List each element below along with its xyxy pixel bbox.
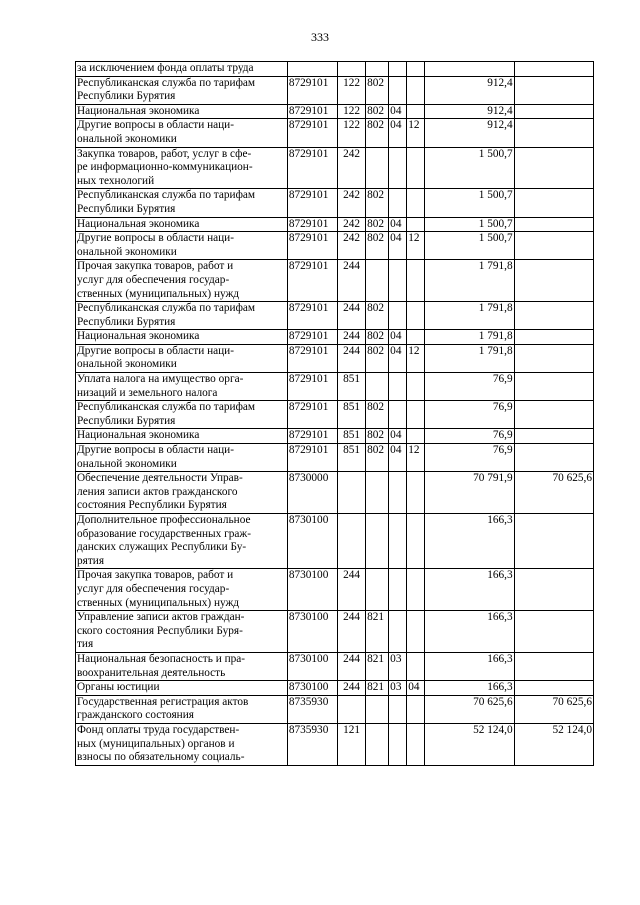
table-row: [76, 62, 594, 77]
table-row: [76, 569, 594, 611]
administrator-code: 821: [366, 611, 389, 653]
target-article-code: 8729101: [287, 344, 337, 372]
administrator-code: [366, 514, 389, 569]
section-code: [389, 401, 407, 429]
subsection-code: 12: [407, 232, 425, 260]
amount-year-1: 1 791,8: [425, 330, 514, 345]
section-code: [389, 302, 407, 330]
administrator-code: [366, 260, 389, 302]
row-name: за исключением фонда оплаты труда: [76, 62, 288, 77]
amount-year-2: [514, 302, 593, 330]
administrator-code: 802: [366, 444, 389, 472]
amount-year-1: 76,9: [425, 429, 514, 444]
target-article-code: 8729101: [287, 76, 337, 104]
target-article-code: 8729101: [287, 119, 337, 147]
target-article-code: 8729101: [287, 147, 337, 189]
administrator-code: [366, 695, 389, 723]
target-article-code: 8729101: [287, 217, 337, 232]
row-name: Закупка товаров, работ, услуг в сфе- ре информационно-коммуникацион- ных технологий: [76, 147, 288, 189]
amount-year-1: 76,9: [425, 373, 514, 401]
target-article-code: 8730100: [287, 611, 337, 653]
subsection-code: [407, 723, 425, 765]
amount-year-1: 1 500,7: [425, 217, 514, 232]
page-number: 333: [311, 30, 329, 44]
amount-year-2: [514, 330, 593, 345]
target-article-code: 8729101: [287, 444, 337, 472]
administrator-code: 802: [366, 344, 389, 372]
target-article-code: 8730100: [287, 681, 337, 696]
amount-year-2: [514, 611, 593, 653]
target-article-code: 8729101: [287, 189, 337, 217]
administrator-code: [366, 373, 389, 401]
row-name: Национальная экономика: [76, 104, 288, 119]
target-article-code: 8729101: [287, 104, 337, 119]
subsection-code: [407, 401, 425, 429]
section-code: 04: [389, 429, 407, 444]
table-row: [76, 514, 594, 569]
target-article-code: 8730100: [287, 569, 337, 611]
table-row: [76, 232, 594, 260]
amount-year-2: [514, 189, 593, 217]
target-article-code: 8730100: [287, 652, 337, 680]
subsection-code: [407, 104, 425, 119]
subsection-code: 12: [407, 344, 425, 372]
row-name: Фонд оплаты труда государствен- ных (муниципальных) органов и взносы по обязательному социаль-: [76, 723, 288, 765]
amount-year-1: 912,4: [425, 76, 514, 104]
subsection-code: [407, 611, 425, 653]
amount-year-2: [514, 217, 593, 232]
table-row: [76, 344, 594, 372]
section-code: 04: [389, 104, 407, 119]
section-code: 04: [389, 232, 407, 260]
table-row: [76, 119, 594, 147]
expense-type-code: 122: [338, 119, 366, 147]
expense-type-code: 244: [338, 302, 366, 330]
table-row: [76, 401, 594, 429]
section-code: [389, 611, 407, 653]
target-article-code: 8735930: [287, 695, 337, 723]
row-name: Управление записи актов граждан- ского состояния Республики Буря- тия: [76, 611, 288, 653]
row-name: Республиканская служба по тарифам Республики Бурятия: [76, 189, 288, 217]
administrator-code: [366, 147, 389, 189]
amount-year-1: 70 625,6: [425, 695, 514, 723]
row-name: Республиканская служба по тарифам Республики Бурятия: [76, 76, 288, 104]
expense-type-code: 851: [338, 444, 366, 472]
table-row: [76, 373, 594, 401]
section-code: [389, 62, 407, 77]
target-article-code: 8729101: [287, 429, 337, 444]
subsection-code: [407, 147, 425, 189]
table-row: [76, 429, 594, 444]
amount-year-1: 166,3: [425, 611, 514, 653]
amount-year-1: 1 791,8: [425, 302, 514, 330]
amount-year-2: [514, 444, 593, 472]
row-name: Обеспечение деятельности Управ- ления записи актов гражданского состояния Республики Бурятия: [76, 472, 288, 514]
expense-type-code: 244: [338, 611, 366, 653]
expense-type-code: 122: [338, 104, 366, 119]
amount-year-1: 76,9: [425, 444, 514, 472]
target-article-code: 8730000: [287, 472, 337, 514]
administrator-code: [366, 62, 389, 77]
amount-year-1: 166,3: [425, 681, 514, 696]
amount-year-2: [514, 62, 593, 77]
section-code: [389, 695, 407, 723]
amount-year-1: 1 500,7: [425, 147, 514, 189]
amount-year-2: [514, 119, 593, 147]
expense-type-code: [338, 62, 366, 77]
expense-type-code: 244: [338, 260, 366, 302]
subsection-code: [407, 62, 425, 77]
amount-year-2: [514, 429, 593, 444]
administrator-code: 802: [366, 302, 389, 330]
section-code: [389, 147, 407, 189]
amount-year-2: [514, 514, 593, 569]
expense-type-code: 242: [338, 232, 366, 260]
amount-year-2: [514, 401, 593, 429]
section-code: [389, 569, 407, 611]
subsection-code: [407, 76, 425, 104]
section-code: 04: [389, 444, 407, 472]
row-name: Национальная экономика: [76, 330, 288, 345]
administrator-code: 802: [366, 429, 389, 444]
section-code: 04: [389, 330, 407, 345]
subsection-code: [407, 514, 425, 569]
section-code: [389, 514, 407, 569]
amount-year-1: 912,4: [425, 119, 514, 147]
table-row: [76, 302, 594, 330]
amount-year-1: 166,3: [425, 514, 514, 569]
row-name: Государственная регистрация актов гражданского состояния: [76, 695, 288, 723]
expense-type-code: [338, 695, 366, 723]
expense-type-code: 242: [338, 147, 366, 189]
table-row: [76, 147, 594, 189]
table-row: [76, 217, 594, 232]
administrator-code: 802: [366, 189, 389, 217]
amount-year-2: [514, 147, 593, 189]
section-code: [389, 189, 407, 217]
expense-type-code: 244: [338, 330, 366, 345]
subsection-code: 12: [407, 119, 425, 147]
amount-year-1: 1 791,8: [425, 344, 514, 372]
section-code: 03: [389, 652, 407, 680]
amount-year-2: [514, 260, 593, 302]
subsection-code: [407, 302, 425, 330]
row-name: Другие вопросы в области наци- ональной экономики: [76, 232, 288, 260]
amount-year-2: [514, 569, 593, 611]
section-code: [389, 373, 407, 401]
section-code: 04: [389, 119, 407, 147]
target-article-code: 8729101: [287, 330, 337, 345]
table-row: [76, 76, 594, 104]
subsection-code: 04: [407, 681, 425, 696]
target-article-code: [287, 62, 337, 77]
amount-year-1: 166,3: [425, 652, 514, 680]
section-code: [389, 76, 407, 104]
administrator-code: 802: [366, 119, 389, 147]
subsection-code: [407, 260, 425, 302]
target-article-code: 8730100: [287, 514, 337, 569]
row-name: Другие вопросы в области наци- ональной экономики: [76, 119, 288, 147]
amount-year-1: 70 791,9: [425, 472, 514, 514]
row-name: Национальная экономика: [76, 429, 288, 444]
amount-year-1: 76,9: [425, 401, 514, 429]
budget-table: [75, 61, 594, 766]
table-row: [76, 260, 594, 302]
expense-type-code: [338, 514, 366, 569]
section-code: 03: [389, 681, 407, 696]
amount-year-1: 1 500,7: [425, 189, 514, 217]
administrator-code: 802: [366, 76, 389, 104]
expense-type-code: 851: [338, 429, 366, 444]
row-name: Уплата налога на имущество орга- низаций и земельного налога: [76, 373, 288, 401]
administrator-code: 821: [366, 652, 389, 680]
table-row: [76, 695, 594, 723]
amount-year-1: 52 124,0: [425, 723, 514, 765]
row-name: Другие вопросы в области наци- ональной экономики: [76, 444, 288, 472]
target-article-code: 8729101: [287, 401, 337, 429]
expense-type-code: 122: [338, 76, 366, 104]
row-name: Республиканская служба по тарифам Республики Бурятия: [76, 401, 288, 429]
expense-type-code: 244: [338, 681, 366, 696]
table-row: [76, 189, 594, 217]
expense-type-code: [338, 472, 366, 514]
amount-year-2: [514, 652, 593, 680]
expense-type-code: 851: [338, 401, 366, 429]
expense-type-code: 242: [338, 217, 366, 232]
row-name: Республиканская служба по тарифам Республики Бурятия: [76, 302, 288, 330]
amount-year-1: 1 500,7: [425, 232, 514, 260]
subsection-code: [407, 330, 425, 345]
amount-year-1: 166,3: [425, 569, 514, 611]
target-article-code: 8729101: [287, 260, 337, 302]
expense-type-code: 244: [338, 652, 366, 680]
table-row: [76, 330, 594, 345]
subsection-code: [407, 652, 425, 680]
row-name: Национальная экономика: [76, 217, 288, 232]
expense-type-code: 242: [338, 189, 366, 217]
amount-year-2: [514, 373, 593, 401]
amount-year-2: 52 124,0: [514, 723, 593, 765]
amount-year-2: 70 625,6: [514, 695, 593, 723]
expense-type-code: 244: [338, 344, 366, 372]
row-name: Прочая закупка товаров, работ и услуг для обеспечения государ- ственных (муниципальных) нужд: [76, 569, 288, 611]
section-code: [389, 723, 407, 765]
table-row: [76, 104, 594, 119]
administrator-code: [366, 723, 389, 765]
table-row: [76, 472, 594, 514]
amount-year-1: 1 791,8: [425, 260, 514, 302]
amount-year-2: [514, 344, 593, 372]
row-name: Органы юстиции: [76, 681, 288, 696]
subsection-code: [407, 189, 425, 217]
administrator-code: 821: [366, 681, 389, 696]
amount-year-2: [514, 681, 593, 696]
administrator-code: [366, 569, 389, 611]
administrator-code: [366, 472, 389, 514]
section-code: [389, 472, 407, 514]
target-article-code: 8729101: [287, 373, 337, 401]
subsection-code: [407, 472, 425, 514]
section-code: [389, 260, 407, 302]
administrator-code: 802: [366, 104, 389, 119]
administrator-code: 802: [366, 232, 389, 260]
administrator-code: 802: [366, 217, 389, 232]
amount-year-1: 912,4: [425, 104, 514, 119]
table-row: [76, 681, 594, 696]
amount-year-2: 70 625,6: [514, 472, 593, 514]
section-code: 04: [389, 344, 407, 372]
amount-year-1: [425, 62, 514, 77]
subsection-code: [407, 569, 425, 611]
budget-table-body: [76, 62, 594, 766]
table-row: [76, 444, 594, 472]
subsection-code: [407, 695, 425, 723]
row-name: Другие вопросы в области наци- ональной экономики: [76, 344, 288, 372]
expense-type-code: 244: [338, 569, 366, 611]
administrator-code: 802: [366, 330, 389, 345]
target-article-code: 8729101: [287, 302, 337, 330]
expense-type-code: 121: [338, 723, 366, 765]
row-name: Дополнительное профессиональное образование государственных граж- данских служащих Республики Бу- рятия: [76, 514, 288, 569]
administrator-code: 802: [366, 401, 389, 429]
section-code: 04: [389, 217, 407, 232]
subsection-code: [407, 217, 425, 232]
subsection-code: [407, 373, 425, 401]
subsection-code: [407, 429, 425, 444]
row-name: Прочая закупка товаров, работ и услуг для обеспечения государ- ственных (муниципальных) нужд: [76, 260, 288, 302]
table-row: [76, 611, 594, 653]
table-row: [76, 723, 594, 765]
amount-year-2: [514, 76, 593, 104]
target-article-code: 8735930: [287, 723, 337, 765]
table-row: [76, 652, 594, 680]
amount-year-2: [514, 104, 593, 119]
amount-year-2: [514, 232, 593, 260]
subsection-code: 12: [407, 444, 425, 472]
expense-type-code: 851: [338, 373, 366, 401]
target-article-code: 8729101: [287, 232, 337, 260]
row-name: Национальная безопасность и пра- воохранительная деятельность: [76, 652, 288, 680]
